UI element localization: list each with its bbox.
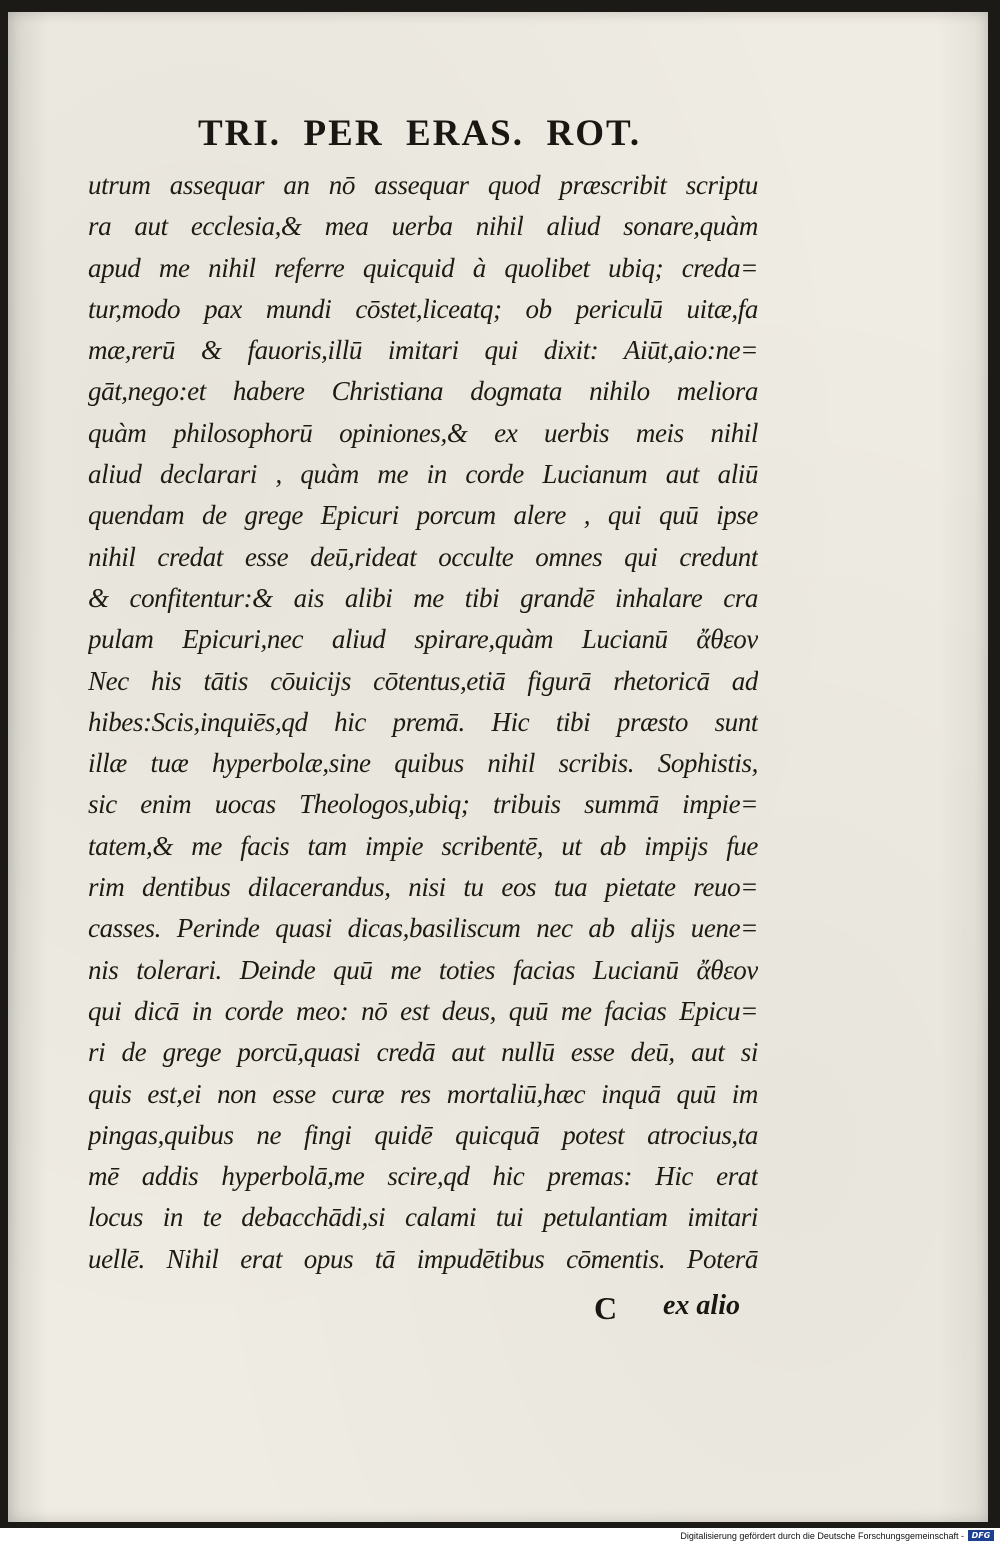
- text-line: casses. Perinde quasi dicas,basiliscum nec ab alijs uene=: [88, 913, 758, 944]
- text-line: ri de grege porcū,quasi credā aut nullū esse deū, aut si: [88, 1037, 758, 1068]
- running-head: TRI. PER ERAS. ROT.: [198, 113, 642, 154]
- text-line: quàm philosophorū opiniones,& ex uerbis meis nihil: [88, 417, 758, 448]
- text-line: mē addis hyperbolā,me scire,qd hic premas: Hic erat: [88, 1161, 758, 1192]
- dfg-logo-icon: DFG: [968, 1530, 994, 1541]
- book-page: [8, 12, 988, 1522]
- text-line: gāt,nego:et habere Christiana dogmata nihilo meliora: [88, 376, 758, 407]
- text-line: hibes:Scis,inquiēs,qd hic premā. Hic tibi præsto sunt: [88, 706, 758, 737]
- text-line: locus in te debacchādi,si calami tui petulantiam imitari: [88, 1202, 758, 1233]
- text-line: aliud declarari , quàm me in corde Lucianum aut aliū: [88, 459, 758, 490]
- text-line: nihil credat esse deū,rideat occulte omnes qui credunt: [88, 541, 758, 572]
- text-line: illæ tuæ hyperbolæ,sine quibus nihil scribis. Sophistis,: [88, 748, 758, 779]
- text-line: rim dentibus dilacerandus, nisi tu eos tua pietate reuo=: [88, 872, 758, 903]
- digitization-credit: Digitalisierung gefördert durch die Deutsche Forschungsgemeinschaft -: [680, 1531, 964, 1541]
- text-line: sic enim uocas Theologos,ubiq; tribuis summā impie=: [88, 789, 758, 820]
- text-line: nis tolerari. Deinde quū me toties facias Lucianū ἄθεον: [88, 954, 758, 985]
- text-line: pingas,quibus ne fingi quidē quicquā potest atrocius,ta: [88, 1119, 758, 1150]
- catchword: ex alio: [663, 1290, 740, 1321]
- text-line: apud me nihil referre quicquid à quolibet ubiq; creda=: [88, 252, 758, 283]
- text-line: tatem,& me facis tam impie scribentē, ut ab impijs fue: [88, 830, 758, 861]
- text-line: quendam de grege Epicuri porcum alere , qui quū ipse: [88, 500, 758, 531]
- text-line: quis est,ei non esse curæ res mortaliū,hæc inquā quū im: [88, 1078, 758, 1109]
- text-block: [88, 165, 758, 1280]
- text-line: pulam Epicuri,nec aliud spirare,quàm Lucianū ἄθεον: [88, 624, 758, 655]
- text-line: utrum assequar an nō assequar quod præscribit scriptu: [88, 170, 758, 200]
- text-line: ra aut ecclesia,& mea uerba nihil aliud sonare,quàm: [88, 211, 758, 242]
- text-line: & confitentur:& ais alibi me tibi grandē inhalare cra: [88, 582, 758, 613]
- text-line: mæ,rerū & fauoris,illū imitari qui dixit: Aiūt,aio:ne=: [88, 335, 758, 366]
- text-line: Nec his tātis cōuicijs cōtentus,etiā figurā rhetoricā ad: [88, 665, 758, 696]
- text-line: uellē. Nihil erat opus tā impudētibus cōmentis. Poterā: [88, 1243, 758, 1274]
- signature-mark: C: [594, 1290, 618, 1326]
- text-line: qui dicā in corde meo: nō est deus, quū me facias Epicu=: [88, 995, 758, 1026]
- text-line: tur,modo pax mundi cōstet,liceatq; ob periculū uitæ,fa: [88, 293, 758, 324]
